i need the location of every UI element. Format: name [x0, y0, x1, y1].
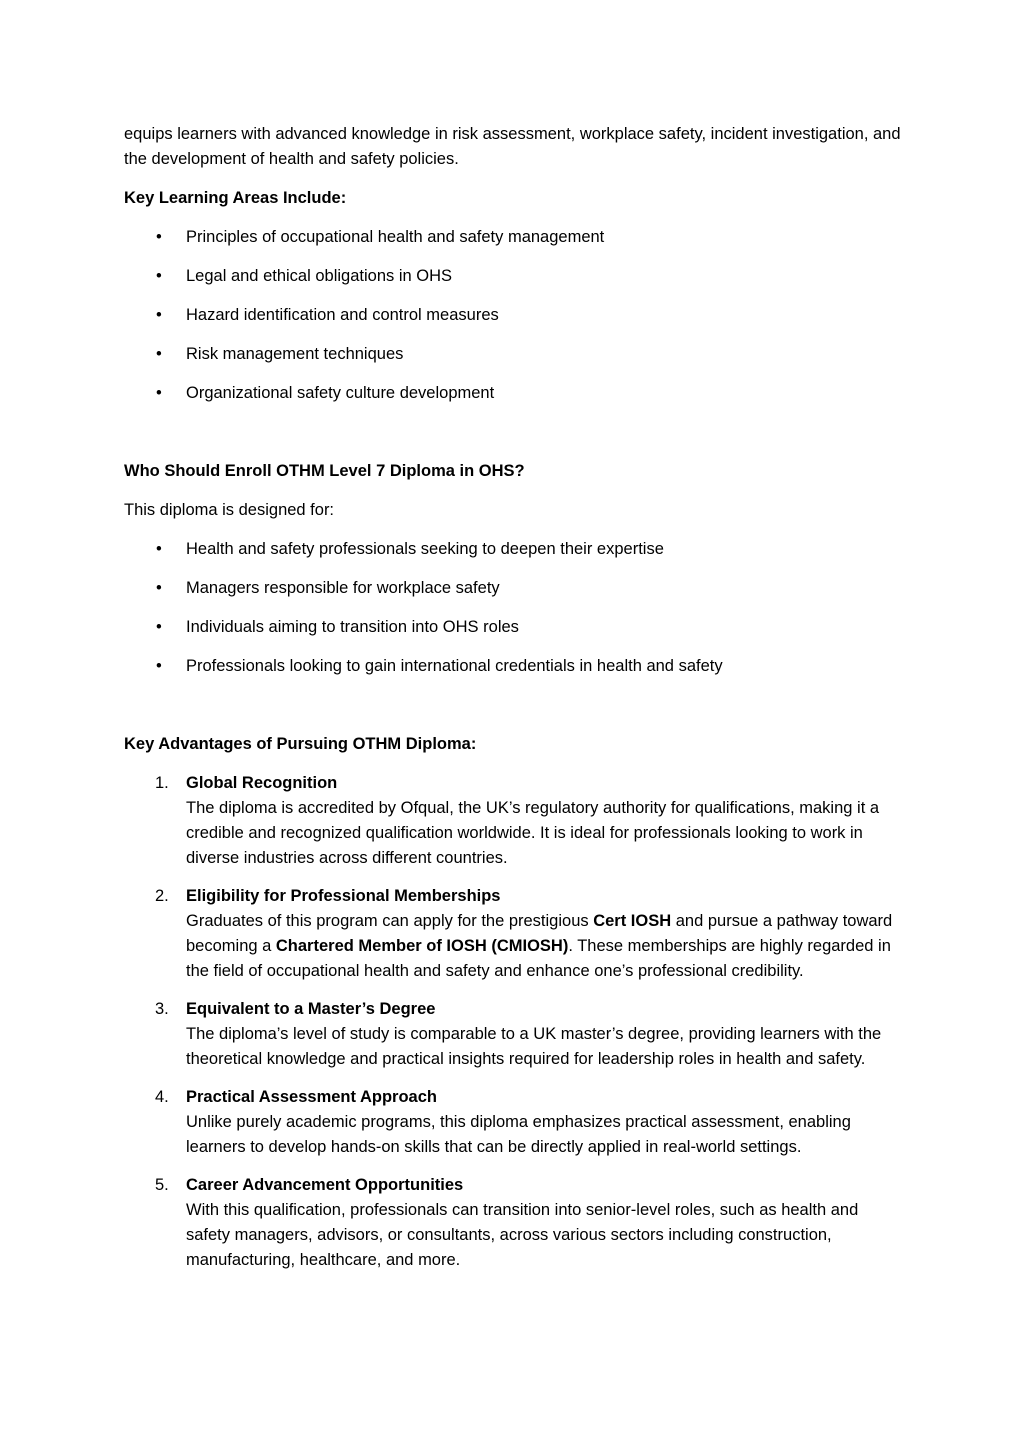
list-item-text: Principles of occupational health and safety management	[186, 228, 605, 246]
bullet-icon: •	[156, 618, 162, 636]
learning-areas-heading: Key Learning Areas Include:	[124, 189, 347, 207]
list-item	[124, 537, 904, 562]
list-item-text: Professionals looking to gain international credentials in health and safety	[186, 657, 723, 675]
item-body: Unlike purely academic programs, this diploma emphasizes practical assessment, enabling learners to develop hands-on skills that can be directly applied in real-world settings.	[186, 1113, 851, 1156]
list-item	[124, 654, 904, 679]
item-body: The diploma is accredited by Ofqual, the UK’s regulatory authority for qualifications, making it a credible and recognized qualification worldwide. It is ideal for professionals looking to work in diverse industries across different countries.	[186, 799, 880, 867]
list-item	[124, 342, 904, 367]
advantages-list	[124, 771, 904, 1273]
bullet-icon: •	[156, 540, 162, 558]
enroll-lead: This diploma is designed for:	[124, 501, 335, 519]
numbered-item	[124, 884, 904, 984]
numbered-item	[124, 771, 904, 871]
section-spacer	[124, 693, 904, 732]
number-marker: 2.	[155, 887, 169, 905]
list-item-text: Risk management techniques	[186, 345, 404, 363]
list-item-text: Health and safety professionals seeking to deepen their expertise	[186, 540, 664, 558]
item-title: Eligibility for Professional Memberships	[186, 887, 501, 905]
numbered-item	[124, 1173, 904, 1273]
document-page	[124, 122, 904, 1286]
bullet-icon: •	[156, 345, 162, 363]
list-item	[124, 576, 904, 601]
bullet-icon: •	[156, 384, 162, 402]
numbered-item	[124, 997, 904, 1072]
number-marker: 1.	[155, 774, 169, 792]
list-item-text: Individuals aiming to transition into OHS roles	[186, 618, 519, 636]
body-text: Graduates of this program can apply for the prestigious	[186, 912, 594, 930]
bullet-icon: •	[156, 657, 162, 675]
list-item	[124, 615, 904, 640]
list-item-text: Hazard identification and control measures	[186, 306, 499, 324]
bullet-icon: •	[156, 228, 162, 246]
item-body: The diploma’s level of study is comparable to a UK master’s degree, providing learners with the theoretical knowledge and practical insights required for leadership roles in health and safety.	[186, 1025, 882, 1068]
number-marker: 3.	[155, 1000, 169, 1018]
list-item	[124, 264, 904, 289]
item-title: Equivalent to a Master’s Degree	[186, 1000, 436, 1018]
item-body	[186, 909, 904, 984]
list-item-text: Legal and ethical obligations in OHS	[186, 267, 453, 285]
list-item-text: Managers responsible for workplace safety	[186, 579, 500, 597]
section-spacer	[124, 420, 904, 459]
numbered-item	[124, 1085, 904, 1160]
number-marker: 5.	[155, 1176, 169, 1194]
body-text: and pursue a pathway toward becoming a	[186, 912, 893, 955]
learning-areas-list	[124, 225, 904, 406]
bullet-icon: •	[156, 306, 162, 324]
bullet-icon: •	[156, 267, 162, 285]
item-title: Global Recognition	[186, 774, 338, 792]
number-marker: 4.	[155, 1088, 169, 1106]
item-title: Practical Assessment Approach	[186, 1088, 437, 1106]
list-item	[124, 381, 904, 406]
item-title: Career Advancement Opportunities	[186, 1176, 464, 1194]
body-text: . These memberships are highly regarded in the field of occupational health and safety and enhance one’s professional credibility.	[186, 937, 891, 980]
bold-term: Chartered Member of IOSH (CMIOSH)	[275, 937, 569, 955]
enroll-list	[124, 537, 904, 679]
intro-paragraph: equips learners with advanced knowledge in risk assessment, workplace safety, incident investigation, and the development of health and safety policies.	[124, 125, 901, 168]
bullet-icon: •	[156, 579, 162, 597]
bold-term: Cert IOSH	[593, 912, 672, 930]
list-item	[124, 303, 904, 328]
advantages-heading: Key Advantages of Pursuing OTHM Diploma:	[124, 735, 477, 753]
item-body: With this qualification, professionals can transition into senior-level roles, such as health and safety managers, advisors, or consultants, across various sectors including construction, manufacturing, healthcare, and more.	[186, 1201, 859, 1269]
enroll-heading: Who Should Enroll OTHM Level 7 Diploma in OHS?	[124, 462, 525, 480]
list-item	[124, 225, 904, 250]
list-item-text: Organizational safety culture development	[186, 384, 495, 402]
